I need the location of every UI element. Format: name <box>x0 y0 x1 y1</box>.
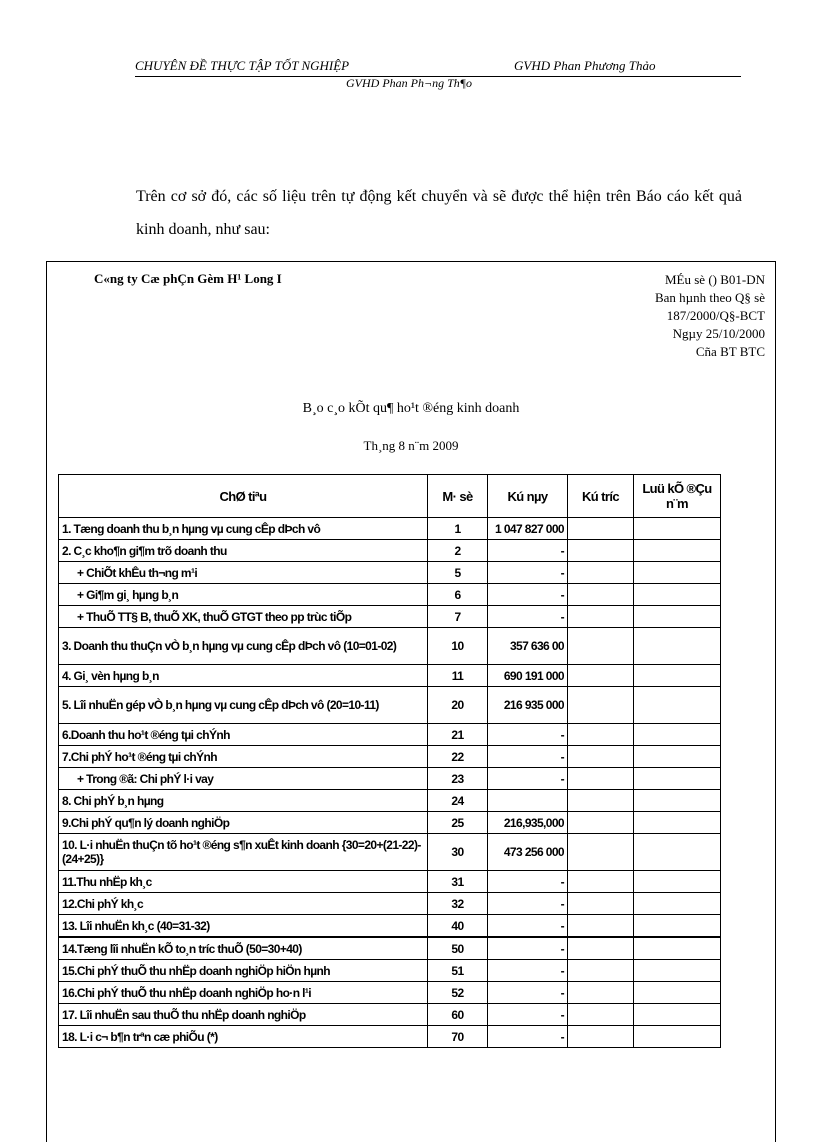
row-name: 16.Chi phÝ thuÕ thu nhËp doanh nghiÖp ho·n l¹i <box>59 982 428 1004</box>
row-code: 2 <box>428 540 488 562</box>
row-current: - <box>488 1026 568 1048</box>
row-previous <box>568 834 634 871</box>
table-row <box>59 937 721 960</box>
row-previous <box>568 1026 634 1048</box>
row-ytd <box>634 518 721 540</box>
row-previous <box>568 937 634 960</box>
table-row <box>59 790 721 812</box>
row-code: 20 <box>428 687 488 724</box>
row-previous <box>568 724 634 746</box>
form-line: Ban hµnh theo Q§ sè <box>654 290 765 305</box>
row-ytd <box>634 1004 721 1026</box>
row-previous <box>568 768 634 790</box>
row-code: 5 <box>428 562 488 584</box>
row-code: 50 <box>428 937 488 960</box>
table-row <box>59 960 721 982</box>
row-ytd <box>634 812 721 834</box>
form-line: Ngµy 25/10/2000 <box>672 326 765 341</box>
row-name: 10. L·i nhuËn thuÇn tõ ho¹t ®éng s¶n xuÊt kinh doanh {30=20+(21-22)-(24+25)} <box>59 834 428 871</box>
table-row <box>59 665 721 687</box>
row-ytd <box>634 937 721 960</box>
row-current: - <box>488 960 568 982</box>
row-current: - <box>488 937 568 960</box>
row-code: 6 <box>428 584 488 606</box>
row-code: 1 <box>428 518 488 540</box>
row-current: - <box>488 1004 568 1026</box>
row-ytd <box>634 687 721 724</box>
report-period: Th¸ng 8 n¨m 2009 <box>363 438 459 453</box>
table-row <box>59 1004 721 1026</box>
row-ytd <box>634 746 721 768</box>
row-previous <box>568 606 634 628</box>
row-name: 12.Chi phÝ kh¸c <box>59 893 428 915</box>
row-code: 40 <box>428 915 488 938</box>
row-ytd <box>634 790 721 812</box>
row-current: - <box>488 584 568 606</box>
row-code: 25 <box>428 812 488 834</box>
row-name: 2. C¸c kho¶n gi¶m trõ doanh thu <box>59 540 428 562</box>
row-previous <box>568 746 634 768</box>
row-name: 9.Chi phÝ qu¶n lý doanh nghiÖp <box>59 812 428 834</box>
table-row <box>59 915 721 938</box>
row-code: 52 <box>428 982 488 1004</box>
row-code: 60 <box>428 1004 488 1026</box>
row-name: 7.Chi phÝ ho¹t ®éng tµi chÝnh <box>59 746 428 768</box>
form-line: 187/2000/Q§-BCT <box>666 308 765 323</box>
table-header-row <box>59 475 721 518</box>
header-sub: GVHD Phan Ph¬ng Th¶o <box>346 76 473 90</box>
report-table <box>58 474 721 1048</box>
table-row <box>59 871 721 893</box>
row-code: 23 <box>428 768 488 790</box>
row-previous <box>568 871 634 893</box>
row-name: 11.Thu nhËp kh¸c <box>59 871 428 893</box>
table-row <box>59 834 721 871</box>
row-name: 13. Lîi nhuËn kh¸c (40=31-32) <box>59 915 428 938</box>
row-previous <box>568 584 634 606</box>
table-row <box>59 812 721 834</box>
col-ytd: Luü kÕ ®Çu n¨m <box>634 475 721 518</box>
table-row <box>59 893 721 915</box>
row-current: - <box>488 982 568 1004</box>
form-line: MÉu sè () B01-DN <box>664 272 765 287</box>
row-previous <box>568 982 634 1004</box>
row-current: - <box>488 540 568 562</box>
row-name: 8. Chi phÝ b¸n hµng <box>59 790 428 812</box>
table-row <box>59 1026 721 1048</box>
row-code: 32 <box>428 893 488 915</box>
row-current: - <box>488 606 568 628</box>
row-name: 18. L·i c¬ b¶n trªn cæ phiÕu (*) <box>59 1026 428 1048</box>
row-previous <box>568 812 634 834</box>
row-ytd <box>634 1026 721 1048</box>
col-code: M· sè <box>428 475 488 518</box>
row-previous <box>568 790 634 812</box>
row-current: 473 256 000 <box>488 834 568 871</box>
row-current: - <box>488 724 568 746</box>
header-right: GVHD Phan Phương Thảo <box>514 58 656 73</box>
row-name: + ThuÕ TT§ B, thuÕ XK, thuÕ GTGT theo pp trùc tiÕp <box>59 606 428 628</box>
row-ytd <box>634 606 721 628</box>
row-ytd <box>634 834 721 871</box>
table-row <box>59 768 721 790</box>
row-name: 17. Lîi nhuËn sau thuÕ thu nhËp doanh nghiÖp <box>59 1004 428 1026</box>
table-row <box>59 982 721 1004</box>
row-name: 14.Tæng lîi nhuËn kÕ to¸n tríc thuÕ (50=30+40) <box>59 937 428 960</box>
row-code: 51 <box>428 960 488 982</box>
col-previous: Kú tríc <box>568 475 634 518</box>
row-code: 10 <box>428 628 488 665</box>
col-indicator: ChØ tiªu <box>59 475 428 518</box>
row-name: 15.Chi phÝ thuÕ thu nhËp doanh nghiÖp hiÖn hµnh <box>59 960 428 982</box>
row-current: - <box>488 746 568 768</box>
row-code: 21 <box>428 724 488 746</box>
row-ytd <box>634 982 721 1004</box>
row-current: 357 636 00 <box>488 628 568 665</box>
row-code: 70 <box>428 1026 488 1048</box>
row-previous <box>568 628 634 665</box>
row-ytd <box>634 665 721 687</box>
row-ytd <box>634 628 721 665</box>
table-row <box>59 687 721 724</box>
report-frame <box>46 261 776 1142</box>
row-previous <box>568 562 634 584</box>
report-title: B¸o c¸o kÕt qu¶ ho¹t ®éng kinh doanh <box>302 401 520 416</box>
table-row <box>59 584 721 606</box>
table-row <box>59 724 721 746</box>
row-current: 1 047 827 000 <box>488 518 568 540</box>
table-row <box>59 562 721 584</box>
row-previous <box>568 960 634 982</box>
row-code: 24 <box>428 790 488 812</box>
row-current: - <box>488 562 568 584</box>
row-code: 22 <box>428 746 488 768</box>
row-current: 216 935 000 <box>488 687 568 724</box>
table-row <box>59 518 721 540</box>
row-current: - <box>488 893 568 915</box>
row-current <box>488 790 568 812</box>
row-code: 31 <box>428 871 488 893</box>
row-ytd <box>634 915 721 938</box>
row-name: 6.Doanh thu ho¹t ®éng tµi chÝnh <box>59 724 428 746</box>
row-name: + ChiÕt khÊu th¬ng m¹i <box>59 562 428 584</box>
row-current: - <box>488 915 568 938</box>
row-ytd <box>634 871 721 893</box>
row-previous <box>568 687 634 724</box>
row-current: - <box>488 871 568 893</box>
table-row <box>59 540 721 562</box>
row-name: + Gi¶m gi¸ hµng b¸n <box>59 584 428 606</box>
row-previous <box>568 893 634 915</box>
col-current: Kú nµy <box>488 475 568 518</box>
row-ytd <box>634 724 721 746</box>
row-current: 690 191 000 <box>488 665 568 687</box>
row-name: 1. Tæng doanh thu b¸n hµng vµ cung cÊp dÞch vô <box>59 518 428 540</box>
row-ytd <box>634 960 721 982</box>
table-row <box>59 746 721 768</box>
header-left: CHUYÊN ĐỀ THỰC TẬP TỐT NGHIỆP <box>135 58 350 73</box>
row-code: 11 <box>428 665 488 687</box>
row-ytd <box>634 893 721 915</box>
row-name: 3. Doanh thu thuÇn vÒ b¸n hµng vµ cung cÊp dÞch vô (10=01-02) <box>59 628 428 665</box>
row-code: 30 <box>428 834 488 871</box>
table-row <box>59 606 721 628</box>
row-ytd <box>634 768 721 790</box>
intro-paragraph: Trên cơ sở đó, các số liệu trên tự động kết chuyển và sẽ được thể hiện trên Báo cáo kết quả kinh doanh, như sau: <box>136 188 742 238</box>
company-name: C«ng ty Cæ phÇn Gèm H¹ Long I <box>94 271 282 286</box>
row-previous <box>568 540 634 562</box>
row-ytd <box>634 562 721 584</box>
row-current: 216,935,000 <box>488 812 568 834</box>
row-name: 4. Gi¸ vèn hµng b¸n <box>59 665 428 687</box>
row-previous <box>568 1004 634 1026</box>
row-name: + Trong ®ã: Chi phÝ l·i vay <box>59 768 428 790</box>
form-line: Cña BT BTC <box>695 344 765 359</box>
row-ytd <box>634 540 721 562</box>
row-previous <box>568 915 634 938</box>
row-code: 7 <box>428 606 488 628</box>
table-row <box>59 628 721 665</box>
form-info <box>655 271 765 361</box>
row-current: - <box>488 768 568 790</box>
row-ytd <box>634 584 721 606</box>
row-previous <box>568 518 634 540</box>
row-name: 5. Lîi nhuËn gép vÒ b¸n hµng vµ cung cÊp dÞch vô (20=10-11) <box>59 687 428 724</box>
row-previous <box>568 665 634 687</box>
